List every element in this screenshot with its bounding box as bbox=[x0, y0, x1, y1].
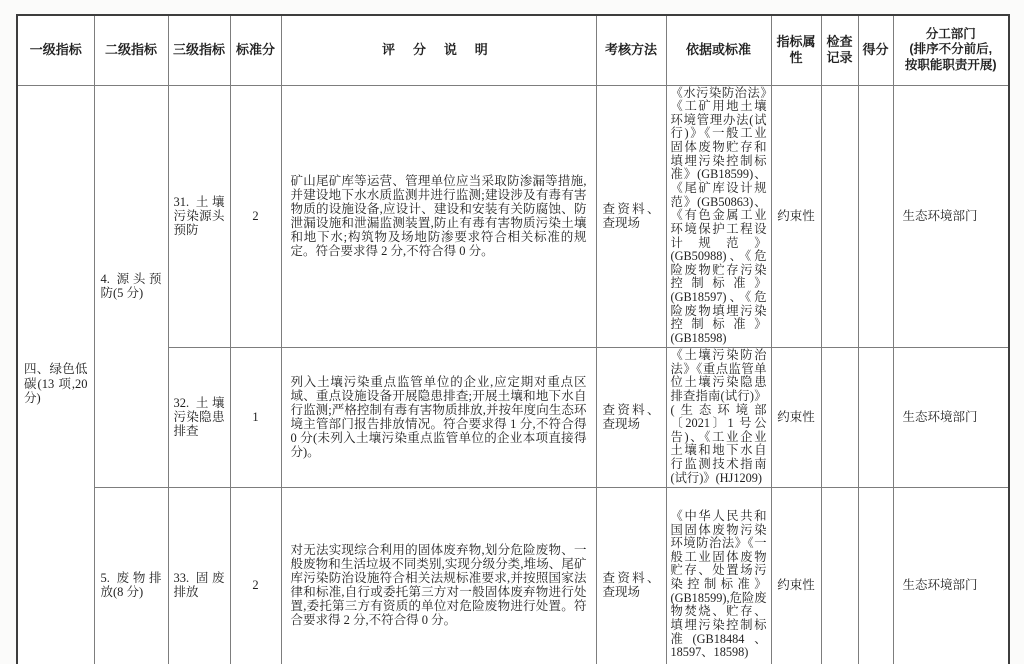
cell-indicator-attribute: 约束性 bbox=[771, 85, 821, 347]
cell-standard-score: 2 bbox=[230, 487, 281, 664]
header-score: 得分 bbox=[858, 15, 893, 85]
header-check-record: 检查记录 bbox=[821, 15, 858, 85]
header-level1-indicator: 一级指标 bbox=[17, 15, 94, 85]
cell-level3-indicator: 33. 固废排放 bbox=[168, 487, 230, 664]
header-standard-score: 标准分 bbox=[230, 15, 281, 85]
cell-scoring-description: 对无法实现综合利用的固体废弃物,划分危险废物、一般废物和生活垃圾不同类别,实现分级分类,堆场、尾矿库污染防治设施符合相关法规标准要求,并按照国家法律和标准,自行或委托第三方对一般固体废弃物进行处置,委托第三方有资质的单位对危险废物进行处置。符合要求得 2 分,不符合得 0 分。 bbox=[281, 487, 596, 664]
cell-assessment-method: 查资料、查现场 bbox=[596, 347, 666, 487]
cell-basis-or-standard: 《土壤污染防治法》《重点监管单位土壤污染隐患排查指南(试行)》(生态环境部〔2021〕1 号公告)、《工业企业土壤和地下水自行监测技术指南(试行)》(HJ1209) bbox=[666, 347, 771, 487]
cell-assessment-method: 查资料、查现场 bbox=[596, 487, 666, 664]
header-department bbox=[893, 15, 1009, 85]
header-department-line3: 按职能职责开展) bbox=[904, 58, 997, 73]
cell-department: 生态环境部门 bbox=[893, 487, 1009, 664]
header-basis-or-standard: 依据或标准 bbox=[666, 15, 771, 85]
cell-basis-or-standard: 《中华人民共和国固体废物污染环境防治法》《一般工业固体废物贮存、处置场污染控制标准》(GB18599),危险废物焚烧、贮存、填埋污染控制标准(GB18484、18597、18598) bbox=[666, 487, 771, 664]
header-assessment-method: 考核方法 bbox=[596, 15, 666, 85]
table-row-indicator-31 bbox=[17, 85, 1009, 347]
header-level2-indicator: 二级指标 bbox=[94, 15, 168, 85]
cell-level2-source-prevention: 4. 源头预防(5 分) bbox=[94, 85, 168, 487]
header-department-line1: 分工部门 bbox=[925, 26, 976, 41]
header-row bbox=[17, 15, 1009, 85]
cell-check-record bbox=[821, 487, 858, 664]
header-department-line2: (排序不分前后, bbox=[909, 42, 993, 57]
cell-scoring-description: 列入土壤污染重点监管单位的企业,应定期对重点区域、重点设施设备开展隐患排查;开展土壤和地下水自行监测;严格控制有毒有害物质排放,并按年度向生态环境主管部门报告排放情况。符合要求得 1 分,不符合得 0 分(未列入土壤污染重点监管单位的企业本项直接得分)。 bbox=[281, 347, 596, 487]
cell-score bbox=[858, 347, 893, 487]
cell-check-record bbox=[821, 347, 858, 487]
assessment-table bbox=[16, 14, 1010, 664]
cell-assessment-method: 查资料、查现场 bbox=[596, 85, 666, 347]
header-indicator-attribute: 指标属性 bbox=[771, 15, 821, 85]
cell-indicator-attribute: 约束性 bbox=[771, 347, 821, 487]
cell-level2-waste-discharge: 5. 废物排放(8 分) bbox=[94, 487, 168, 664]
header-level3-indicator: 三级指标 bbox=[168, 15, 230, 85]
cell-level3-indicator: 31. 土壤污染源头预防 bbox=[168, 85, 230, 347]
cell-score bbox=[858, 487, 893, 664]
cell-level1-green-low-carbon: 四、绿色低碳(13 项,20 分) bbox=[17, 85, 94, 664]
cell-standard-score: 1 bbox=[230, 347, 281, 487]
cell-level3-indicator: 32. 土壤污染隐患排查 bbox=[168, 347, 230, 487]
cell-department: 生态环境部门 bbox=[893, 85, 1009, 347]
assessment-criteria-sheet bbox=[16, 14, 1010, 664]
cell-scoring-description: 矿山尾矿库等运营、管理单位应当采取防渗漏等措施,并建设地下水水质监测井进行监测;建设涉及有毒有害物质的设施设备,应设计、建设和安装有关防腐蚀、防泄漏设施和泄漏监测装置,防止有毒有害物质污染土壤和地下水;构筑物及场地防渗要求符合相关标准的规定。符合要求得 2 分,不符合得 0 分。 bbox=[281, 85, 596, 347]
cell-department: 生态环境部门 bbox=[893, 347, 1009, 487]
cell-basis-or-standard: 《水污染防治法》《工矿用地土壤环境管理办法(试行)》《一般工业固体废物贮存和填埋污染控制标准》(GB18599)、《尾矿库设计规范》(GB50863)、《有色金属工业环境保护工程设计规范》(GB50988)、《危险废物贮存污染控制标准》(GB18597)、《危险废物填埋污染控制标准》(GB18598) bbox=[666, 85, 771, 347]
cell-score bbox=[858, 85, 893, 347]
table-row-indicator-33 bbox=[17, 487, 1009, 664]
header-scoring-description: 评 分 说 明 bbox=[281, 15, 596, 85]
cell-standard-score: 2 bbox=[230, 85, 281, 347]
cell-indicator-attribute: 约束性 bbox=[771, 487, 821, 664]
cell-check-record bbox=[821, 85, 858, 347]
